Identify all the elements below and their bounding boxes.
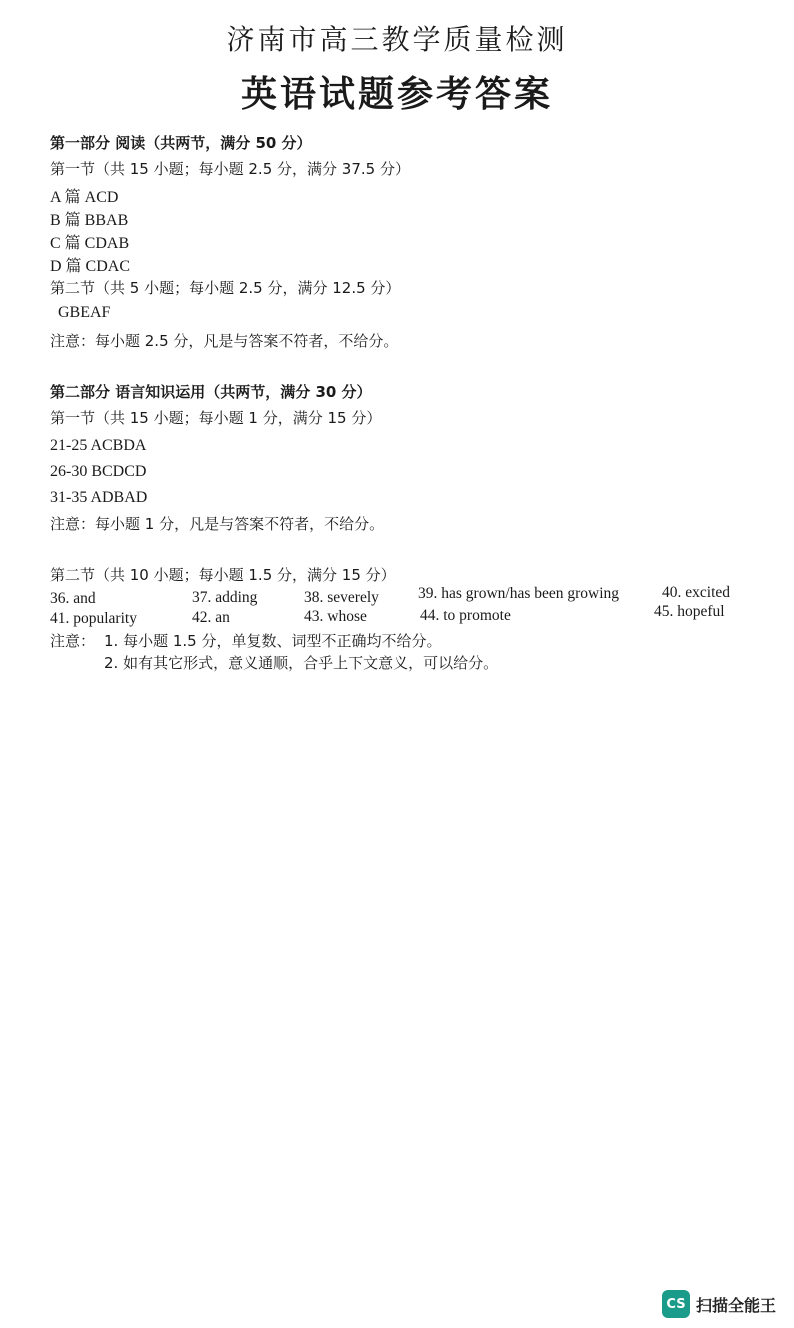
answer-row: D 篇 CDAC — [50, 258, 131, 275]
answer-item: 42. an — [192, 609, 230, 626]
answer-item: 40. excited — [662, 584, 731, 601]
part2-heading: 第二部分 语言知识运用（共两节，满分 30 分） — [50, 383, 372, 401]
scoring-note: 2. 如有其它形式，意义通顺，合乎上下文意义，可以给分。 — [104, 654, 499, 672]
scanner-watermark — [662, 1290, 776, 1318]
scoring-note: 注意：每小题 2.5 分，凡是与答案不符者，不给分。 — [50, 332, 399, 350]
answer-item: 41. popularity — [50, 610, 137, 627]
answer-row: 21-25 ACBDA — [50, 437, 147, 454]
answer-item: 38. severely — [304, 589, 379, 606]
answer-row: A 篇 ACD — [50, 189, 119, 206]
part2-section2-heading: 第二节（共 10 小题；每小题 1.5 分，满分 15 分） — [50, 566, 396, 584]
answer-row: B 篇 BBAB — [50, 212, 129, 229]
answer-row: GBEAF — [58, 304, 111, 321]
answer-key-title: 英语试题参考答案 — [240, 74, 553, 115]
answer-item: 37. adding — [192, 589, 258, 606]
answer-item: 44. to promote — [420, 607, 511, 624]
answer-item: 45. hopeful — [654, 603, 725, 620]
answer-item: 39. has grown/has been growing — [418, 585, 620, 602]
scoring-note: 1. 每小题 1.5 分，单复数、词型不正确均不给分。 — [104, 632, 442, 650]
part1-heading: 第一部分 阅读（共两节，满分 50 分） — [50, 134, 312, 152]
part2-section1-heading: 第一节（共 15 小题；每小题 1 分，满分 15 分） — [50, 409, 382, 427]
camscanner-logo-icon: CS — [662, 1290, 690, 1318]
answer-row: 26-30 BCDCD — [50, 463, 147, 480]
answer-item: 43. whose — [304, 608, 367, 625]
answer-row: 31-35 ADBAD — [50, 489, 148, 506]
part1-section1-heading: 第一节（共 15 小题；每小题 2.5 分，满分 37.5 分） — [50, 160, 410, 178]
scoring-note: 注意：每小题 1 分，凡是与答案不符者，不给分。 — [50, 515, 385, 533]
camscanner-brand-text: 扫描全能王 — [695, 1295, 776, 1315]
scoring-note-label: 注意： — [50, 632, 96, 650]
part1-section2-heading: 第二节（共 5 小题；每小题 2.5 分，满分 12.5 分） — [50, 279, 401, 297]
answer-row: C 篇 CDAB — [50, 235, 130, 252]
answer-item: 36. and — [50, 590, 96, 607]
exam-title: 济南市高三教学质量检测 — [226, 23, 568, 56]
